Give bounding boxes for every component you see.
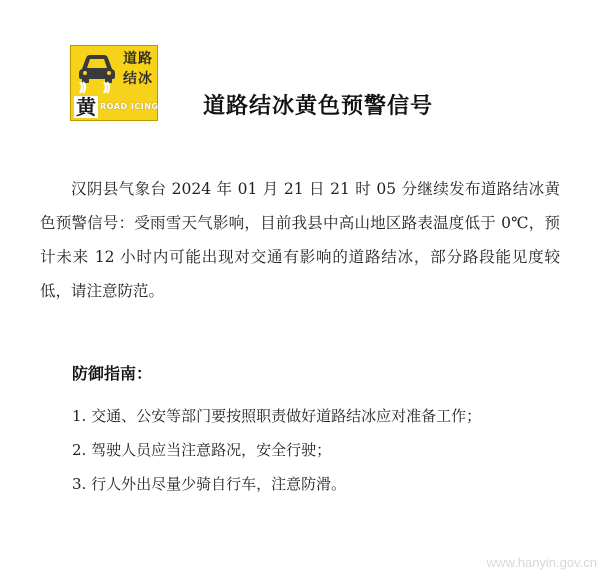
guide-item: 2. 驾驶人员应当注意路况，安全行驶； bbox=[72, 441, 332, 459]
warning-body-text: 汉阴县气象台 2024 年 01 月 21 日 21 时 05 分继续发布道路结冰黄色预警信号：受雨雪天气影响，目前我县中高山地区路表温度低于 0℃，预计未来 12 小时内可能出现对交通有影响的道路结冰，部分路段能见度较低，请注意防范。 bbox=[40, 180, 560, 300]
warning-name bbox=[120, 49, 156, 94]
page-title: 道路结冰黄色预警信号 bbox=[203, 94, 434, 119]
warning-level-bar bbox=[74, 95, 159, 119]
guide-heading: 防御指南： bbox=[72, 364, 153, 383]
road-icing-car-icon bbox=[74, 49, 120, 94]
guide-item: 3. 行人外出尽量少骑自行车，注意防滑。 bbox=[72, 475, 347, 493]
warning-signal-icon bbox=[70, 45, 158, 121]
warning-level-char: 黄 bbox=[76, 95, 96, 119]
warning-english-label: ROAD ICING bbox=[100, 102, 159, 111]
watermark: www.hanyin.gov.cn bbox=[486, 555, 597, 570]
guide-item: 1. 交通、公安等部门要按照职责做好道路结冰应对准备工作； bbox=[72, 407, 482, 425]
guide-list bbox=[72, 399, 572, 501]
warning-name-line2: 结冰 bbox=[123, 71, 153, 87]
warning-name-line1: 道路 bbox=[123, 51, 153, 67]
